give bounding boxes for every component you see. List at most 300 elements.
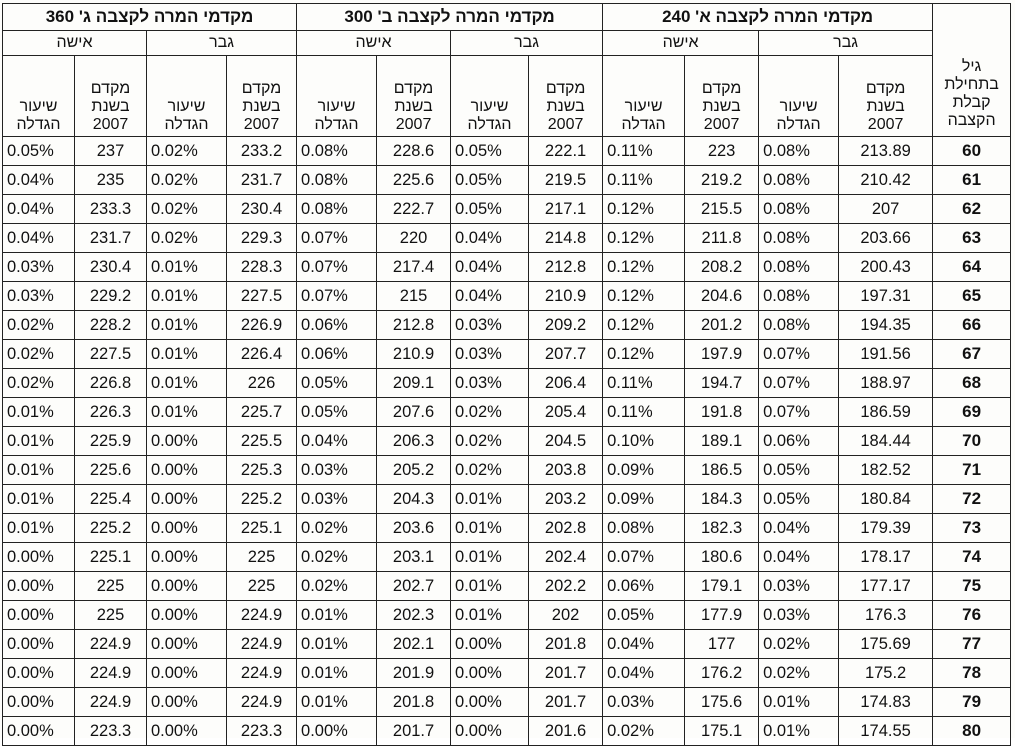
rate-cell: 0.08%	[759, 137, 839, 166]
age-cell: 78	[933, 659, 1011, 688]
coef-cell: 175.2	[839, 659, 933, 688]
rate-cell: 0.01%	[3, 398, 75, 427]
coef-cell: 201.8	[377, 688, 451, 717]
age-cell: 74	[933, 543, 1011, 572]
coef-header-line: בשנת	[91, 98, 130, 115]
coef-cell: 224.9	[227, 630, 297, 659]
coef-header	[75, 56, 147, 137]
coef-header-line: בשנת	[242, 98, 281, 115]
coef-cell: 233.2	[227, 137, 297, 166]
coef-cell: 201.2	[685, 311, 759, 340]
rate-cell: 0.05%	[759, 456, 839, 485]
coef-cell: 225.1	[75, 543, 147, 572]
rate-cell: 0.00%	[147, 456, 227, 485]
coef-cell: 211.8	[685, 224, 759, 253]
rate-cell: 0.08%	[297, 195, 377, 224]
coef-cell: 226.9	[227, 311, 297, 340]
coef-cell: 177	[685, 630, 759, 659]
rate-cell: 0.01%	[297, 659, 377, 688]
rate-header-line: הגדלה	[467, 116, 512, 133]
group-header-row	[3, 4, 1011, 31]
rate-cell: 0.10%	[603, 427, 685, 456]
coef-cell: 233.3	[75, 195, 147, 224]
table-header	[3, 4, 1011, 137]
age-header-line: בתחילת	[944, 76, 999, 93]
age-cell: 73	[933, 514, 1011, 543]
rate-header-line: הגדלה	[164, 116, 209, 133]
coef-cell: 229.3	[227, 224, 297, 253]
rate-cell: 0.02%	[147, 137, 227, 166]
coef-header-line: 2007	[395, 116, 432, 133]
table-row	[3, 456, 1011, 485]
rate-cell: 0.01%	[3, 456, 75, 485]
sex-header-man: גבר	[759, 31, 933, 56]
rate-cell: 0.02%	[3, 340, 75, 369]
rate-cell: 0.03%	[603, 688, 685, 717]
table-row	[3, 630, 1011, 659]
coef-header	[529, 56, 603, 137]
rate-cell: 0.05%	[759, 485, 839, 514]
table-row	[3, 398, 1011, 427]
rate-cell: 0.06%	[603, 572, 685, 601]
rate-cell: 0.03%	[297, 456, 377, 485]
rate-cell: 0.02%	[451, 456, 529, 485]
rate-cell: 0.00%	[451, 630, 529, 659]
sub-header-row	[3, 56, 1011, 137]
age-cell: 76	[933, 601, 1011, 630]
coef-cell: 224.9	[227, 601, 297, 630]
coef-cell: 201.6	[529, 717, 603, 746]
coef-cell: 224.9	[75, 688, 147, 717]
age-cell: 62	[933, 195, 1011, 224]
age-header-line: גיל	[961, 58, 982, 75]
coef-cell: 179.1	[685, 572, 759, 601]
age-cell: 63	[933, 224, 1011, 253]
age-cell: 65	[933, 282, 1011, 311]
rate-cell: 0.12%	[603, 311, 685, 340]
coef-cell: 204.5	[529, 427, 603, 456]
rate-cell: 0.04%	[603, 659, 685, 688]
rate-cell: 0.02%	[3, 369, 75, 398]
rate-cell: 0.03%	[451, 311, 529, 340]
coef-header-line: מקדם	[241, 80, 282, 97]
rate-cell: 0.02%	[147, 195, 227, 224]
rate-cell: 0.00%	[147, 688, 227, 717]
coef-cell: 227.5	[227, 282, 297, 311]
coef-cell: 189.1	[685, 427, 759, 456]
rate-cell: 0.02%	[147, 224, 227, 253]
rate-cell: 0.01%	[451, 572, 529, 601]
coef-cell: 225.1	[227, 514, 297, 543]
coef-cell: 224.9	[75, 659, 147, 688]
coef-cell: 202.8	[529, 514, 603, 543]
rate-cell: 0.04%	[451, 224, 529, 253]
coef-cell: 206.4	[529, 369, 603, 398]
coef-cell: 225.9	[75, 427, 147, 456]
rate-cell: 0.03%	[3, 282, 75, 311]
rate-cell: 0.00%	[3, 717, 75, 746]
coef-cell: 203.1	[377, 543, 451, 572]
rate-cell: 0.03%	[3, 253, 75, 282]
coef-cell: 175.69	[839, 630, 933, 659]
rate-cell: 0.11%	[603, 369, 685, 398]
rate-cell: 0.07%	[759, 369, 839, 398]
coef-header	[377, 56, 451, 137]
rate-cell: 0.00%	[147, 572, 227, 601]
table-body	[3, 137, 1011, 746]
coef-cell: 227.5	[75, 340, 147, 369]
coef-cell: 209.1	[377, 369, 451, 398]
rate-cell: 0.08%	[603, 514, 685, 543]
rate-cell: 0.02%	[451, 427, 529, 456]
coef-cell: 186.59	[839, 398, 933, 427]
rate-header-line: הגדלה	[776, 116, 821, 133]
rate-cell: 0.01%	[759, 717, 839, 746]
coef-cell: 206.3	[377, 427, 451, 456]
coef-cell: 222.1	[529, 137, 603, 166]
coef-cell: 228.2	[75, 311, 147, 340]
rate-header-line: שיעור	[317, 98, 356, 115]
coef-cell: 184.44	[839, 427, 933, 456]
rate-header-line: שיעור	[167, 98, 206, 115]
rate-cell: 0.04%	[759, 514, 839, 543]
coef-cell: 225	[227, 572, 297, 601]
coef-header-line: בשנת	[866, 98, 905, 115]
coef-cell: 202.3	[377, 601, 451, 630]
coef-header-line: בשנת	[702, 98, 741, 115]
coef-cell: 202	[529, 601, 603, 630]
rate-cell: 0.00%	[3, 572, 75, 601]
coef-cell: 225	[227, 543, 297, 572]
rate-cell: 0.05%	[451, 195, 529, 224]
table-row	[3, 514, 1011, 543]
coef-cell: 214.8	[529, 224, 603, 253]
rate-cell: 0.01%	[3, 427, 75, 456]
age-cell: 71	[933, 456, 1011, 485]
coef-header-line: בשנת	[546, 98, 585, 115]
rate-cell: 0.11%	[603, 137, 685, 166]
coef-cell: 179.39	[839, 514, 933, 543]
table-row	[3, 137, 1011, 166]
rate-cell: 0.00%	[147, 514, 227, 543]
rate-cell: 0.05%	[3, 137, 75, 166]
rate-header	[451, 56, 529, 137]
coef-cell: 223	[685, 137, 759, 166]
table-row	[3, 340, 1011, 369]
rate-header-line: שיעור	[624, 98, 663, 115]
coef-cell: 235	[75, 166, 147, 195]
table-row	[3, 224, 1011, 253]
rate-cell: 0.03%	[297, 485, 377, 514]
coef-cell: 201.7	[377, 717, 451, 746]
rate-cell: 0.07%	[603, 543, 685, 572]
table-row	[3, 601, 1011, 630]
coef-cell: 174.55	[839, 717, 933, 746]
sex-header-man: גבר	[451, 31, 603, 56]
table-row	[3, 195, 1011, 224]
sex-header-row	[3, 31, 1011, 56]
rate-cell: 0.04%	[297, 427, 377, 456]
table-row	[3, 369, 1011, 398]
coef-header	[685, 56, 759, 137]
coef-cell: 212.8	[377, 311, 451, 340]
rate-cell: 0.01%	[3, 514, 75, 543]
rate-cell: 0.00%	[3, 543, 75, 572]
coef-cell: 226.8	[75, 369, 147, 398]
table-row	[3, 659, 1011, 688]
table-row	[3, 166, 1011, 195]
coef-cell: 201.9	[377, 659, 451, 688]
rate-header-line: שיעור	[470, 98, 509, 115]
table-row	[3, 311, 1011, 340]
age-header	[933, 4, 1011, 137]
coef-cell: 202.1	[377, 630, 451, 659]
rate-cell: 0.07%	[297, 253, 377, 282]
coef-cell: 191.56	[839, 340, 933, 369]
age-cell: 69	[933, 398, 1011, 427]
coef-cell: 176.3	[839, 601, 933, 630]
coef-header	[839, 56, 933, 137]
coef-cell: 197.31	[839, 282, 933, 311]
coef-cell: 202.4	[529, 543, 603, 572]
group-header-240: מקדמי המרה לקצבה א' 240	[603, 4, 933, 31]
rate-header	[3, 56, 75, 137]
rate-cell: 0.05%	[451, 137, 529, 166]
coef-cell: 194.7	[685, 369, 759, 398]
age-cell: 68	[933, 369, 1011, 398]
coef-cell: 203.2	[529, 485, 603, 514]
rate-cell: 0.01%	[147, 340, 227, 369]
coef-cell: 175.1	[685, 717, 759, 746]
rate-cell: 0.08%	[297, 166, 377, 195]
rate-cell: 0.01%	[3, 485, 75, 514]
coef-cell: 225.2	[75, 514, 147, 543]
coef-cell: 200.43	[839, 253, 933, 282]
age-cell: 61	[933, 166, 1011, 195]
rate-cell: 0.04%	[3, 195, 75, 224]
rate-header	[147, 56, 227, 137]
rate-cell: 0.04%	[3, 166, 75, 195]
coef-cell: 209.2	[529, 311, 603, 340]
rate-cell: 0.12%	[603, 282, 685, 311]
coef-cell: 230.4	[227, 195, 297, 224]
coef-cell: 213.89	[839, 137, 933, 166]
rate-cell: 0.02%	[603, 717, 685, 746]
table-row	[3, 253, 1011, 282]
rate-header-line: שיעור	[779, 98, 818, 115]
coef-cell: 231.7	[75, 224, 147, 253]
rate-cell: 0.00%	[3, 630, 75, 659]
coef-cell: 208.2	[685, 253, 759, 282]
coef-cell: 225.7	[227, 398, 297, 427]
rate-cell: 0.00%	[3, 688, 75, 717]
rate-cell: 0.02%	[147, 166, 227, 195]
rate-cell: 0.05%	[603, 601, 685, 630]
rate-cell: 0.04%	[451, 282, 529, 311]
rate-header-line: הגדלה	[16, 116, 61, 133]
coef-cell: 224.9	[75, 630, 147, 659]
coef-header-line: 2007	[703, 116, 740, 133]
rate-cell: 0.08%	[297, 137, 377, 166]
rate-cell: 0.09%	[603, 485, 685, 514]
sex-header-man: גבר	[147, 31, 297, 56]
coef-header-line: מקדם	[90, 80, 131, 97]
rate-cell: 0.01%	[147, 369, 227, 398]
rate-cell: 0.00%	[297, 717, 377, 746]
coef-cell: 220	[377, 224, 451, 253]
age-cell: 75	[933, 572, 1011, 601]
coef-cell: 219.5	[529, 166, 603, 195]
coef-cell: 207.6	[377, 398, 451, 427]
coef-cell: 225.2	[227, 485, 297, 514]
coef-cell: 182.3	[685, 514, 759, 543]
coef-cell: 174.83	[839, 688, 933, 717]
coef-cell: 204.3	[377, 485, 451, 514]
coef-cell: 202.7	[377, 572, 451, 601]
coef-cell: 203.8	[529, 456, 603, 485]
rate-cell: 0.03%	[451, 369, 529, 398]
coef-cell: 225.3	[227, 456, 297, 485]
rate-header	[603, 56, 685, 137]
rate-cell: 0.05%	[297, 369, 377, 398]
rate-cell: 0.02%	[297, 514, 377, 543]
coef-cell: 231.7	[227, 166, 297, 195]
coef-cell: 197.9	[685, 340, 759, 369]
coef-cell: 224.9	[227, 688, 297, 717]
coef-cell: 228.6	[377, 137, 451, 166]
coef-cell: 203.6	[377, 514, 451, 543]
table-row	[3, 282, 1011, 311]
rate-cell: 0.12%	[603, 195, 685, 224]
coef-header-line: מקדם	[545, 80, 586, 97]
coef-cell: 186.5	[685, 456, 759, 485]
table-row	[3, 485, 1011, 514]
table-row	[3, 427, 1011, 456]
rate-cell: 0.01%	[451, 601, 529, 630]
coef-cell: 177.9	[685, 601, 759, 630]
rate-cell: 0.07%	[759, 340, 839, 369]
age-cell: 64	[933, 253, 1011, 282]
rate-cell: 0.01%	[297, 630, 377, 659]
age-cell: 79	[933, 688, 1011, 717]
rate-cell: 0.08%	[759, 282, 839, 311]
rate-cell: 0.12%	[603, 224, 685, 253]
rate-cell: 0.08%	[759, 253, 839, 282]
rate-cell: 0.02%	[759, 659, 839, 688]
sex-header-woman: אישה	[3, 31, 147, 56]
rate-cell: 0.02%	[759, 630, 839, 659]
coef-cell: 225	[75, 601, 147, 630]
conversion-coefficients-table	[2, 3, 1011, 746]
rate-cell: 0.07%	[297, 282, 377, 311]
table-row	[3, 572, 1011, 601]
coef-cell: 215	[377, 282, 451, 311]
coef-cell: 217.1	[529, 195, 603, 224]
age-cell: 77	[933, 630, 1011, 659]
rate-cell: 0.11%	[603, 166, 685, 195]
coef-cell: 219.2	[685, 166, 759, 195]
group-header-300: מקדמי המרה לקצבה ב' 300	[297, 4, 603, 31]
rate-header	[297, 56, 377, 137]
rate-cell: 0.11%	[603, 398, 685, 427]
coef-cell: 225	[75, 572, 147, 601]
age-cell: 66	[933, 311, 1011, 340]
coef-cell: 202.2	[529, 572, 603, 601]
coef-cell: 226	[227, 369, 297, 398]
coef-cell: 210.9	[529, 282, 603, 311]
rate-cell: 0.01%	[147, 282, 227, 311]
sex-header-woman: אישה	[603, 31, 759, 56]
coef-cell: 204.6	[685, 282, 759, 311]
coef-header-line: 2007	[92, 116, 129, 133]
coef-cell: 223.3	[75, 717, 147, 746]
group-header-360: מקדמי המרה לקצבה ג' 360	[3, 4, 297, 31]
rate-cell: 0.00%	[147, 543, 227, 572]
age-header-line: קבלת	[952, 94, 991, 111]
rate-cell: 0.07%	[297, 224, 377, 253]
coef-header	[227, 56, 297, 137]
rate-cell: 0.04%	[451, 253, 529, 282]
rate-header-line: הגדלה	[314, 116, 359, 133]
coef-cell: 212.8	[529, 253, 603, 282]
rate-cell: 0.01%	[759, 688, 839, 717]
rate-cell: 0.09%	[603, 456, 685, 485]
rate-cell: 0.00%	[147, 427, 227, 456]
coef-cell: 226.3	[75, 398, 147, 427]
rate-cell: 0.01%	[147, 253, 227, 282]
rate-cell: 0.00%	[147, 485, 227, 514]
age-cell: 70	[933, 427, 1011, 456]
coef-cell: 225.6	[377, 166, 451, 195]
coef-cell: 175.6	[685, 688, 759, 717]
rate-cell: 0.01%	[147, 398, 227, 427]
rate-cell: 0.05%	[451, 166, 529, 195]
coef-header-line: 2007	[243, 116, 280, 133]
age-cell: 60	[933, 137, 1011, 166]
rate-header-line: הגדלה	[621, 116, 666, 133]
coef-cell: 230.4	[75, 253, 147, 282]
coef-cell: 229.2	[75, 282, 147, 311]
coef-cell: 225.4	[75, 485, 147, 514]
rate-cell: 0.02%	[297, 572, 377, 601]
table-row	[3, 717, 1011, 746]
coef-cell: 210.9	[377, 340, 451, 369]
coef-cell: 201.8	[529, 630, 603, 659]
coef-cell: 203.66	[839, 224, 933, 253]
rate-cell: 0.02%	[451, 398, 529, 427]
rate-cell: 0.05%	[297, 398, 377, 427]
rate-cell: 0.01%	[147, 311, 227, 340]
rate-cell: 0.00%	[147, 659, 227, 688]
coef-cell: 225.5	[227, 427, 297, 456]
coef-header-line: 2007	[547, 116, 584, 133]
coef-cell: 184.3	[685, 485, 759, 514]
rate-cell: 0.00%	[451, 717, 529, 746]
rate-cell: 0.00%	[147, 630, 227, 659]
rate-cell: 0.00%	[147, 717, 227, 746]
rate-cell: 0.03%	[451, 340, 529, 369]
rate-cell: 0.07%	[759, 398, 839, 427]
coef-cell: 205.4	[529, 398, 603, 427]
coef-header-line: מקדם	[865, 80, 906, 97]
rate-cell: 0.08%	[759, 224, 839, 253]
age-cell: 72	[933, 485, 1011, 514]
coef-cell: 188.97	[839, 369, 933, 398]
coef-cell: 178.17	[839, 543, 933, 572]
coef-cell: 210.42	[839, 166, 933, 195]
coef-cell: 224.9	[227, 659, 297, 688]
rate-cell: 0.12%	[603, 253, 685, 282]
